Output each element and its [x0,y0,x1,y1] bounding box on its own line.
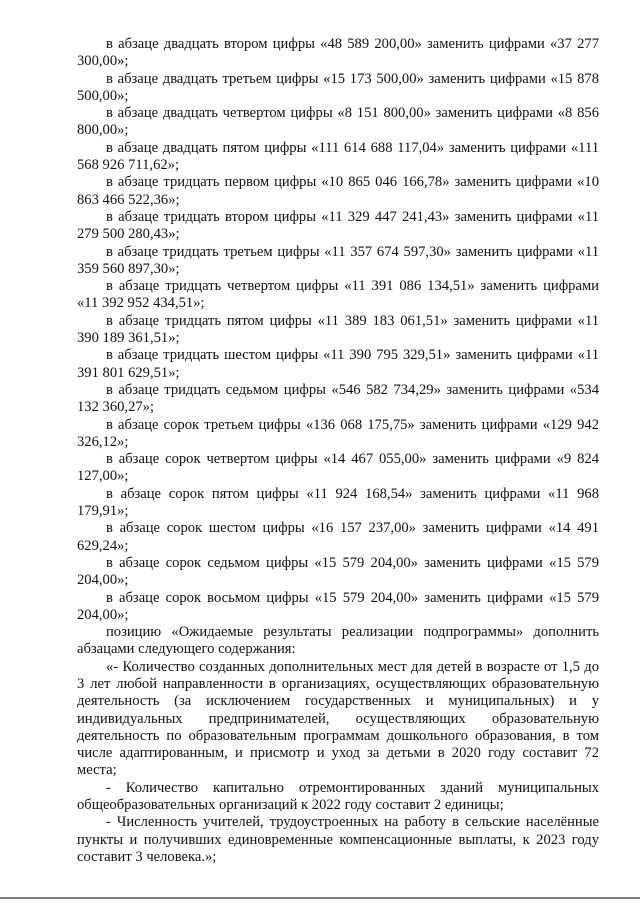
paragraph-item: - Количество капитально отремонтированных зданий муниципальных общеобразовательных организаций к 2022 году составит 2 единицы; [77,779,599,814]
paragraph-item: в абзаце сорок шестом цифры «16 157 237,00» заменить цифрами «14 491 629,24»; [77,520,599,554]
paragraph-item: в абзаце двадцать втором цифры «48 589 200,00» заменить цифрами «37 277 300,00»; [77,36,599,70]
paragraph-item: в абзаце тридцать седьмом цифры «546 582 734,29» заменить цифрами «534 132 360,27»; [77,381,599,416]
paragraph-item: позицию «Ожидаемые результаты реализации подпрограммы» дополнить абзацами следующего содержания: [77,624,599,658]
paragraph-item: в абзаце сорок пятом цифры «11 924 168,54» заменить цифрами «11 968 179,91»; [77,485,599,520]
paragraph-item: - Численность учителей, трудоустроенных на работу в сельские населённые пункты и получивших единовременные компенсационные выплаты, к 2023 году составит 3 человека.»; [77,814,599,865]
paragraph-item: в абзаце тридцать шестом цифры «11 390 795 329,51» заменить цифрами «11 391 801 629,51»; [77,347,599,381]
paragraph-item: в абзаце тридцать втором цифры «11 329 447 241,43» заменить цифрами «11 279 500 280,43»; [77,208,599,243]
paragraph-item: в абзаце сорок седьмом цифры «15 579 204,00» заменить цифрами «15 579 204,00»; [77,554,599,589]
paragraph-item: в абзаце сорок третьем цифры «136 068 175,75» заменить цифрами «129 942 326,12»; [77,416,599,450]
paragraph-item: в абзаце тридцать первом цифры «10 865 046 166,78» заменить цифрами «10 863 466 522,36»; [77,174,599,208]
paragraph-item: в абзаце двадцать пятом цифры «111 614 688 117,04» заменить цифрами «111 568 926 711,62»; [77,139,599,174]
paragraph-item: в абзаце сорок восьмом цифры «15 579 204,00» заменить цифрами «15 579 204,00»; [77,589,599,623]
paragraph-item: «- Количество созданных дополнительных мест для детей в возрасте от 1,5 до 3 лет любой направленности в организациях, осуществляющих образовательную деятельность (за исключением государственных и муниципальных) и у индивидуальных предпринимателей, осуществляющих образовательную деятельность по образовательным программам дошкольного образования, в том числе адаптированным, и присмотр и уход за детьми в 2020 году составит 72 места; [77,658,599,779]
paragraph-item: в абзаце тридцать четвертом цифры «11 391 086 134,51» заменить цифрами «11 392 952 434,51»; [77,278,599,312]
paragraph-item: в абзаце двадцать третьем цифры «15 173 500,00» заменить цифрами «15 878 500,00»; [77,70,599,104]
paragraph-item: в абзаце тридцать третьем цифры «11 357 674 597,30» заменить цифрами «11 359 560 897,30»; [77,243,599,277]
paragraph-item: в абзаце тридцать пятом цифры «11 389 183 061,51» заменить цифрами «11 390 189 361,51»; [77,312,599,347]
document-body [77,36,599,866]
page-bottom-divider [0,897,640,899]
paragraph-item: в абзаце двадцать четвертом цифры «8 151 800,00» заменить цифрами «8 856 800,00»; [77,105,599,139]
paragraph-item: в абзаце сорок четвертом цифры «14 467 055,00» заменить цифрами «9 824 127,00»; [77,451,599,485]
